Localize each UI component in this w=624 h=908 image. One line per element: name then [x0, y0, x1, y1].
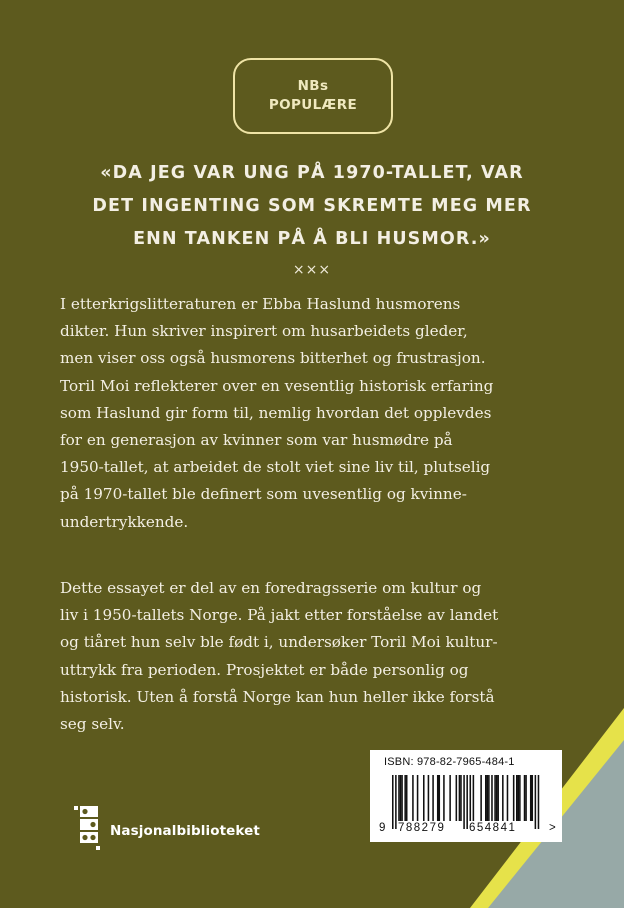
barcode-bar — [423, 775, 425, 821]
nb-dot-logo-icon — [74, 806, 104, 852]
barcode-bar — [494, 775, 496, 821]
barcode-bar — [460, 775, 462, 821]
barcode-bar — [513, 775, 515, 821]
barcode-bar — [485, 775, 487, 821]
barcode-bar — [497, 775, 499, 821]
paragraph-line: som Haslund gir form til, nemlig hvordan det opplevdes — [60, 403, 492, 422]
barcode-bar — [524, 775, 526, 821]
barcode-bar — [525, 775, 527, 821]
barcode-bar — [487, 775, 489, 821]
barcode-bar — [395, 775, 397, 829]
barcode-bar — [392, 775, 394, 829]
paragraph-line: 1950-tallet, at arbeidet de stolt viet sine liv til, plutselig — [60, 458, 491, 477]
barcode-bar — [456, 775, 458, 821]
barcode-bar — [480, 775, 482, 821]
paragraph-line: dikter. Hun skriver inspirert om husarbeidets gleder, — [60, 322, 468, 341]
publisher-name: Nasjonalbiblioteket — [110, 823, 260, 839]
isbn-label: ISBN: 978-82-7965-484-1 — [384, 756, 515, 768]
barcode-bar — [519, 775, 521, 821]
barcode-bar — [530, 775, 532, 821]
paragraph-line: Dette essayet er del av en foredragsserie om kultur og — [60, 579, 482, 597]
barcode-bar — [437, 775, 439, 821]
barcode-bar — [538, 775, 540, 829]
badge-line-2: POPULÆRE — [268, 97, 358, 113]
barcode-bar — [449, 775, 451, 821]
barcode-bar — [398, 775, 400, 821]
quote-line: ENN TANKEN PÅ Å BLI HUSMOR.» — [133, 229, 491, 249]
barcode-bar — [466, 775, 468, 829]
barcode-arrow: > — [549, 822, 556, 834]
barcode-bar — [535, 775, 537, 829]
barcode-bar — [443, 775, 445, 821]
barcode-bar — [488, 775, 490, 821]
paragraph-line: og tiåret hun selv ble født i, undersøker Toril Moi kultur- — [60, 633, 498, 652]
barcode-bar — [406, 775, 408, 821]
paragraph-line: for en generasjon av kvinner som var husmødre på — [60, 431, 453, 450]
barcode-bar — [470, 775, 472, 821]
barcode-bar — [412, 775, 414, 821]
paragraph-line: men viser oss også husmorens bitterhet og frustrasjon. — [60, 349, 486, 368]
paragraph-line: på 1970-tallet ble definert som uvesentlig og kvinne- — [60, 485, 467, 504]
barcode-bar — [401, 775, 403, 821]
paragraph-line: I etterkrigslitteraturen er Ebba Haslund husmorens — [60, 295, 461, 313]
paragraph-line: undertrykkende. — [60, 512, 189, 531]
barcode-bar — [532, 775, 534, 821]
paragraph-line: uttrykk fra perioden. Prosjektet er både personlig og — [60, 660, 469, 679]
paragraph-line: Toril Moi reflekterer over en vesentlig historisk erfaring — [60, 376, 494, 395]
barcode-bar — [463, 775, 465, 829]
barcode-bar — [502, 775, 504, 821]
series-badge — [233, 58, 393, 134]
barcode-bar — [518, 775, 520, 821]
barcode-bar — [516, 775, 518, 821]
barcode-bar — [439, 775, 441, 821]
section-separator: ××× — [292, 262, 332, 278]
paragraph-line: historisk. Uten å forstå Norge kan hun heller ikke forstå — [60, 687, 495, 706]
barcode-right-digits: 654841 — [469, 822, 517, 834]
barcode-bar — [428, 775, 430, 821]
barcode-bar — [417, 775, 419, 821]
barcode-bar — [491, 775, 493, 821]
paragraph-line: seg selv. — [60, 715, 125, 734]
description-paragraph-2 — [60, 575, 560, 738]
barcode-first-digit: 9 — [379, 822, 386, 834]
description-paragraph-1 — [60, 291, 560, 536]
quote-line: «DA JEG VAR UNG PÅ 1970-TALLET, VAR — [100, 163, 524, 183]
isbn-barcode — [370, 750, 562, 842]
barcode-bar — [507, 775, 509, 821]
pull-quote — [60, 157, 564, 256]
paragraph-line: liv i 1950-tallets Norge. På jakt etter forståelse av landet — [60, 606, 499, 625]
barcode-bar — [496, 775, 498, 821]
barcode-bar — [459, 775, 461, 821]
barcode-bar — [432, 775, 434, 821]
barcode-bar — [404, 775, 406, 821]
barcode-left-digits: 788279 — [398, 822, 446, 834]
badge-line-1: NBs — [297, 78, 329, 94]
barcode-bar — [473, 775, 475, 821]
quote-line: DET INGENTING SOM SKREMTE MEG MER — [92, 196, 532, 216]
barcode-bar — [400, 775, 402, 821]
